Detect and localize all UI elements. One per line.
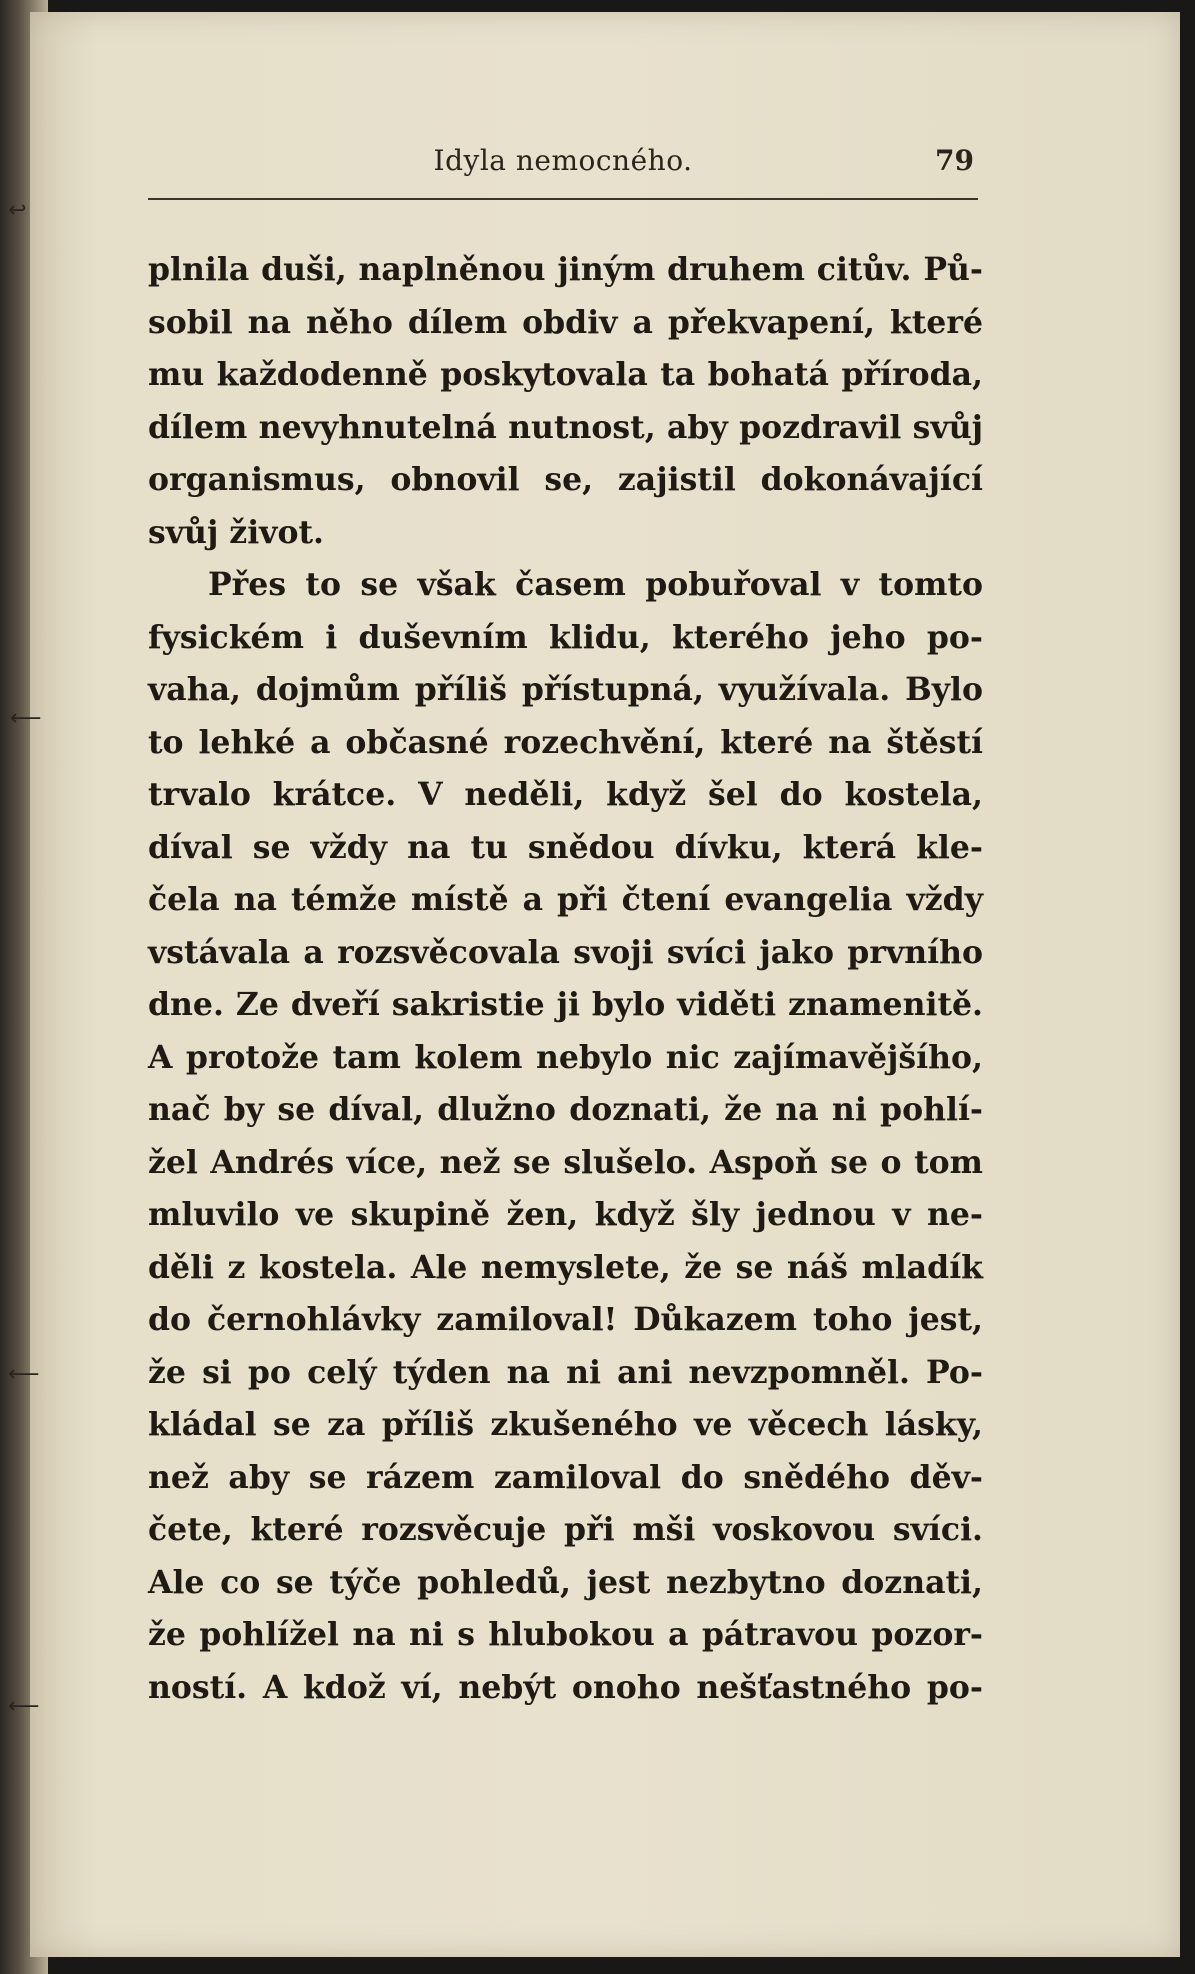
text-line: dne. Ze dveří sakristie ji bylo viděti znamenitě. [148,986,983,1023]
text-line: dílem nevyhnutelná nutnost, aby pozdravil svůj [148,408,983,446]
text-line: žel Andrés více, než se slušelo. Aspoň se o tom [148,1143,983,1181]
text-line: plnila duši, naplněnou jiným druhem citův. Pů- [148,251,983,288]
text-line: A protože tam kolem nebylo nic zajímavějšího, [148,1038,983,1076]
text-line: že pohlížel na ni s hlubokou a pátravou pozor- [148,1616,983,1653]
text-line: sobil na něho dílem obdiv a překvapení, které [148,303,983,341]
text-line: Ale co se týče pohledů, jest nezbytno doznati, [148,1563,983,1601]
text-line: vaha, dojmům příliš přístupná, využívala. Bylo [148,671,983,708]
text-line: trvalo krátce. V neděli, když šel do kostela, [148,776,983,813]
margin-mark: ↩ [8,198,27,223]
text-line: nač by se díval, dlužno doznati, že na ni pohlí- [148,1091,983,1128]
text-line: do černohlávky zamiloval! Důkazem toho jest, [148,1301,983,1338]
running-title: Idyla nemocného. [433,144,693,177]
text-line: kládal se za příliš zkušeného ve věcech lásky, [148,1406,983,1443]
text-line: ností. A kdož ví, nebýt onoho nešťastného po- [148,1668,983,1706]
text-line: čela na témže místě a při čtení evangelia vždy [148,881,983,918]
text-line: vstávala a rozsvěcovala svoji svíci jako prvního [148,933,983,971]
text-line: mu každodenně poskytovala ta bohatá příroda, [148,356,983,393]
margin-mark: ⟵ [10,706,42,731]
text-line: čete, které rozsvěcuje při mši voskovou svíci. [148,1511,983,1548]
text-line: než aby se rázem zamiloval do snědého děv- [148,1458,983,1496]
margin-mark: ⟵ [8,1694,40,1719]
text-line: to lehké a občasné rozechvění, které na štěstí [148,723,983,761]
text-line: svůj život. [148,513,324,551]
page-header [148,138,978,200]
text-line: fysickém i duševním klidu, kterého jeho po- [148,618,983,656]
text-line: děli z kostela. Ale nemyslete, že se náš mladík [148,1248,983,1286]
text-line: že si po celý týden na ni ani nevzpomněl. Po- [148,1353,983,1391]
body-text [148,244,983,1714]
text-line: organismus, obnovil se, zajistil dokonávající [148,461,983,498]
margin-mark: ⟵ [8,1362,40,1387]
page-number: 79 [935,144,974,177]
text-line: díval se vždy na tu snědou dívku, která kle- [148,828,983,866]
text-line: Přes to se však časem pobuřoval v tomto [208,566,983,603]
text-line: mluvilo ve skupině žen, když šly jednou v ne- [148,1196,983,1233]
